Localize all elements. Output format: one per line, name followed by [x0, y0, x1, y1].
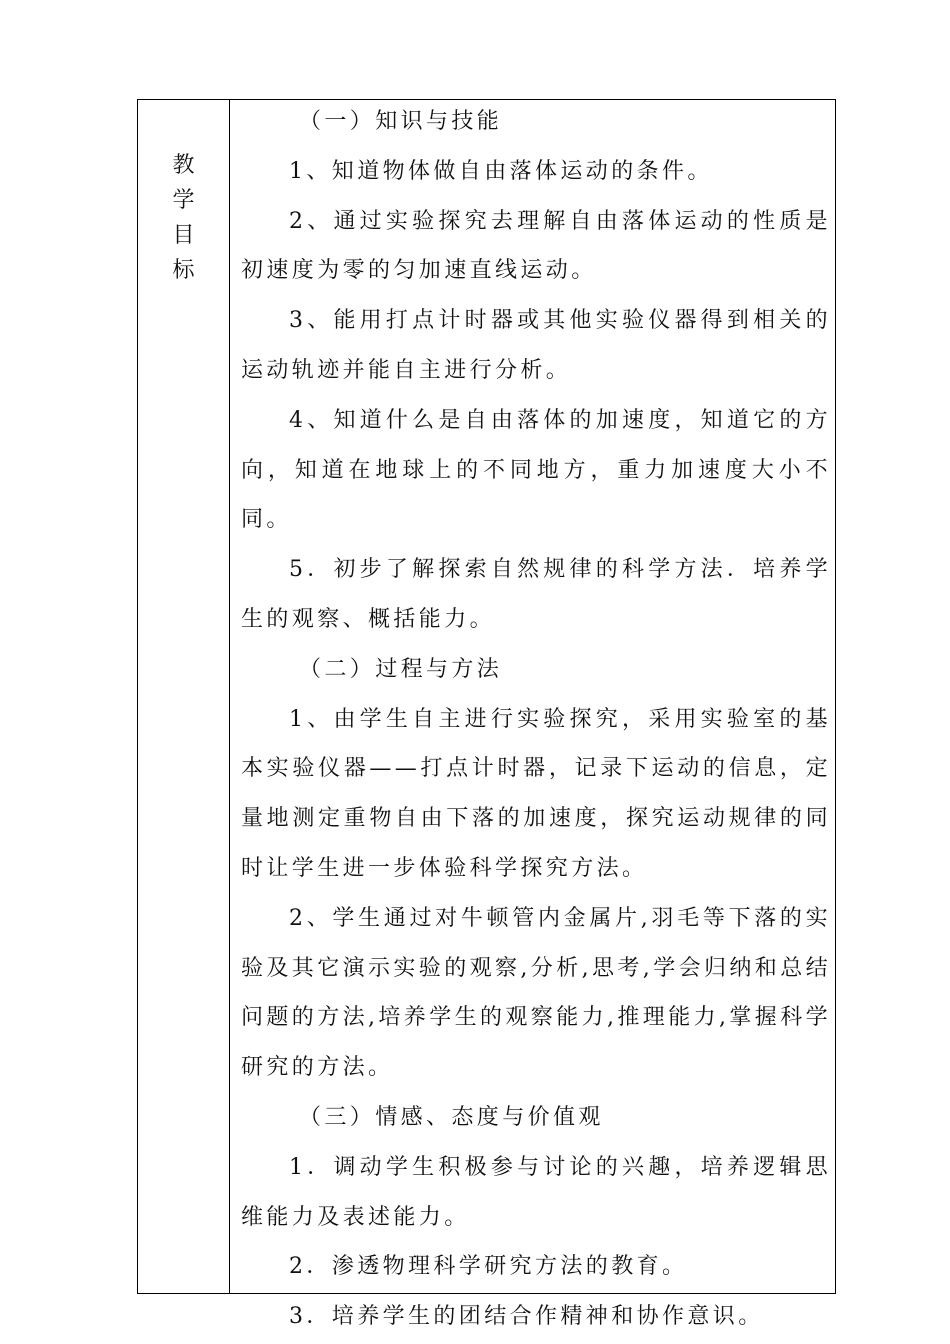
objectives-content	[241, 97, 831, 1342]
objective-item: 1、由学生自主进行实验探究，采用实验室的基本实验仪器——打点计时器，记录下运动的信息，定量地测定重物自由下落的加速度，探究运动规律的同时让学生进一步体验科学探究方法。	[241, 706, 831, 881]
objective-item: 4、知道什么是自由落体的加速度，知道它的方向，知道在地球上的不同地方，重力加速度大小不同。	[241, 407, 831, 533]
objective-item: 3、能用打点计时器或其他实验仪器得到相关的运动轨迹并能自主进行分析。	[241, 308, 831, 383]
section-heading-knowledge: （一）知识与技能	[299, 109, 503, 134]
row-label-char: 目	[172, 223, 195, 248]
objective-item: 2．渗透物理科学研究方法的教育。	[289, 1254, 688, 1280]
row-label-char: 标	[172, 258, 195, 283]
objective-item: 3．培养学生的团结合作精神和协作意识。	[289, 1304, 764, 1330]
section-heading-values: （三）情感、态度与价值观	[299, 1104, 604, 1130]
section-heading-process: （二）过程与方法	[299, 656, 503, 682]
row-label-char: 学	[172, 188, 195, 213]
objective-item: 2、通过实验探究去理解自由落体运动的性质是初速度为零的匀加速直线运动。	[241, 208, 831, 284]
objective-item: 1、知道物体做自由落体运动的条件。	[289, 158, 713, 184]
row-label-char: 教	[172, 153, 195, 178]
objective-item: 5．初步了解探索自然规律的科学方法．培养学生的观察、概括能力。	[241, 557, 831, 632]
objective-item: 2、学生通过对牛顿管内金属片,羽毛等下落的实验及其它演示实验的观察,分析,思考,学会归纳和总结问题的方法,培养学生的观察能力,推理能力,掌握科学研究的方法。	[241, 905, 831, 1081]
objective-item: 1．调动学生积极参与讨论的兴趣，培养逻辑思维能力及表述能力。	[241, 1154, 831, 1230]
column-divider	[229, 99, 230, 1294]
